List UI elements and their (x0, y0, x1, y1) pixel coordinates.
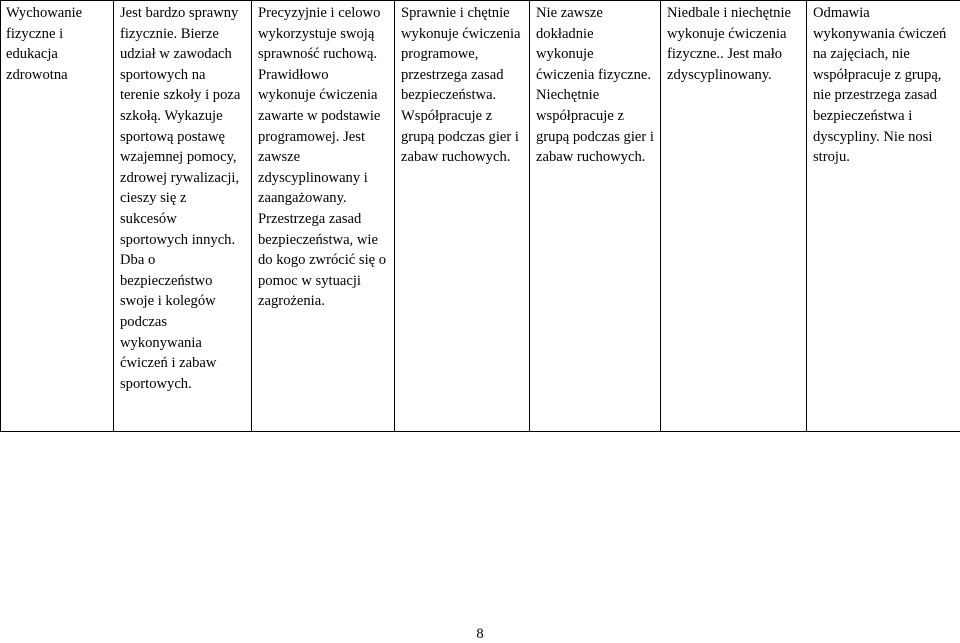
grade-criteria-cell-5: Niedbale i niechętnie wykonuje ćwiczenia fizyczne.. Jest mało zdyscyplinowany. (661, 1, 807, 432)
grade-criteria-cell-2: Precyzyjnie i celowo wykorzystuje swoją sprawność ruchową. Prawidłowo wykonuje ćwiczenia zawarte w podstawie programowej. Jest zawsze zdyscyplinowany i zaangażowany. Przestrzega zasad bezpieczeństwa, wie do kogo zwrócić się o pomoc w sytuacji zagrożenia. (252, 1, 395, 432)
page-number: 8 (0, 625, 960, 643)
grade-criteria-cell-6: Odmawia wykonywania ćwiczeń na zajęciach, nie współpracuje z grupą, nie przestrzega zasad bezpieczeństwa i dyscypliny. Nie nosi stroju. (807, 1, 960, 432)
grade-criteria-cell-3: Sprawnie i chętnie wykonuje ćwiczenia programowe, przestrzega zasad bezpieczeństwa. Współpracuje z grupą podczas gier i zabaw ruchowych. (395, 1, 530, 432)
subject-cell: Wychowanie fizyczne i edukacja zdrowotna (1, 1, 114, 432)
table-row (1, 1, 960, 432)
grade-criteria-cell-4: Nie zawsze dokładnie wykonuje ćwiczenia fizyczne. Niechętnie współpracuje z grupą podczas gier i zabaw ruchowych. (530, 1, 661, 432)
grade-criteria-cell-1: Jest bardzo sprawny fizycznie. Bierze udział w zawodach sportowych na terenie szkoły i poza szkołą. Wykazuje sportową postawę wzajemnej pomocy, zdrowej rywalizacji, cieszy się z sukcesów sportowych innych. Dba o bezpieczeństwo swoje i kolegów podczas wykonywania ćwiczeń i zabaw sportowych. (114, 1, 252, 432)
